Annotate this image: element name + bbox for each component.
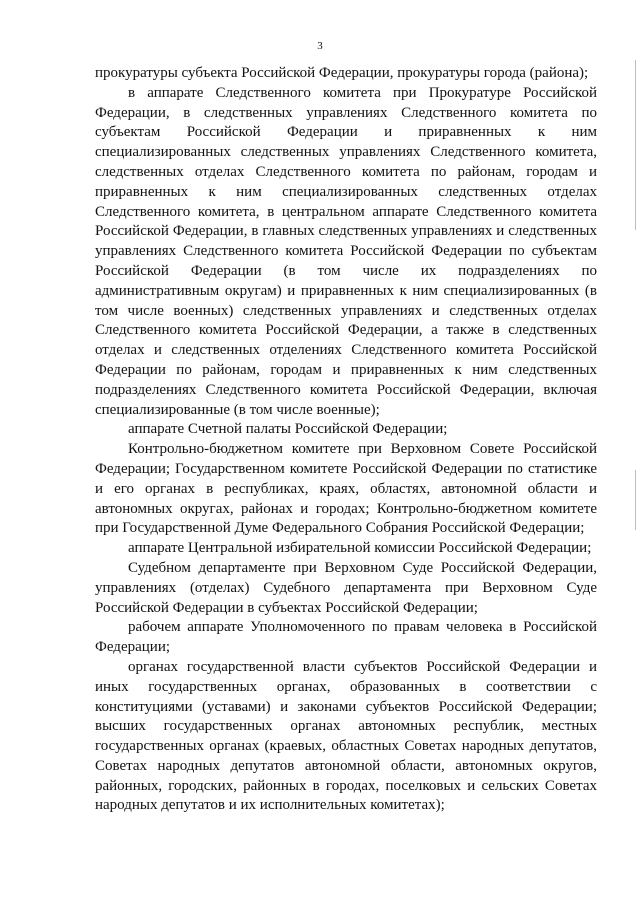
paragraph-7: рабочем аппарате Уполномоченного по правам человека в Российской Федерации; <box>95 619 597 656</box>
paragraph-5: аппарате Центральной избирательной комиссии Российской Федерации; <box>128 540 592 557</box>
page-number: 3 <box>317 40 323 52</box>
paragraph-2: в аппарате Следственного комитета при Прокуратуре Российской Федерации, в следственных управлениях Следственного комитета по субъектам Российской Федерации и приравненных к ним специализированных следственных управлениях Следственного комитета, следственных отделах Следственного комитета по районам, городам и приравненных к ним специализированных следственных отделах Следственного комитета, в центральном аппарате Следственного комитета Российской Федерации, в главных следственных управлениях и следственных управлениях Следственного комитета Российской Федерации по субъектам Российской Федерации (в том числе их подразделениях по административным округам) и приравненных к ним специализированных (в том числе военных) следственных управлениях и следственных отделах Следственного комитета Российской Федерации, а также в следственных отделах и следственных отделениях Следственного комитета Российской Федерации по районам, городам и приравненных к ним следственных подразделениях Следственного комитета Российской Федерации, включая специализированные (в том числе военные); <box>95 84 597 418</box>
document-body <box>95 64 597 816</box>
scan-edge-mark-top <box>635 60 636 230</box>
paragraph-4: Контрольно-бюджетном комитете при Верховном Совете Российской Федерации; Государственном комитете Российской Федерации по статистике и его органах в республиках, краях, областях, автономной области и автономных округах, районах и городах; Контрольно-бюджетном комитете при Государственной Думе Федерального Собрания Российской Федерации; <box>95 441 597 537</box>
paragraph-1: прокуратуры субъекта Российской Федерации, прокуратуры города (района); <box>95 65 589 81</box>
scan-edge-mark-middle <box>635 470 636 530</box>
paragraph-6: Судебном департаменте при Верховном Суде Российской Федерации, управлениях (отделах) Судебного департамента при Верховном Суде Российской Федерации в субъектах Российской Федерации; <box>95 559 597 616</box>
paragraph-8: органах государственной власти субъектов Российской Федерации и иных государственных органах, образованных в соответствии с конституциями (уставами) и законами субъектов Российской Федерации; высших государственных органах автономных республик, местных государственных органах (краевых, областных Советах народных депутатов, Советах народных депутатов автономной области, автономных округов, районных, городских, районных в городах, поселковых и сельских Советах народных депутатов и их исполнительных комитетах); <box>95 658 597 814</box>
paragraph-3: аппарате Счетной палаты Российской Федерации; <box>128 421 448 438</box>
